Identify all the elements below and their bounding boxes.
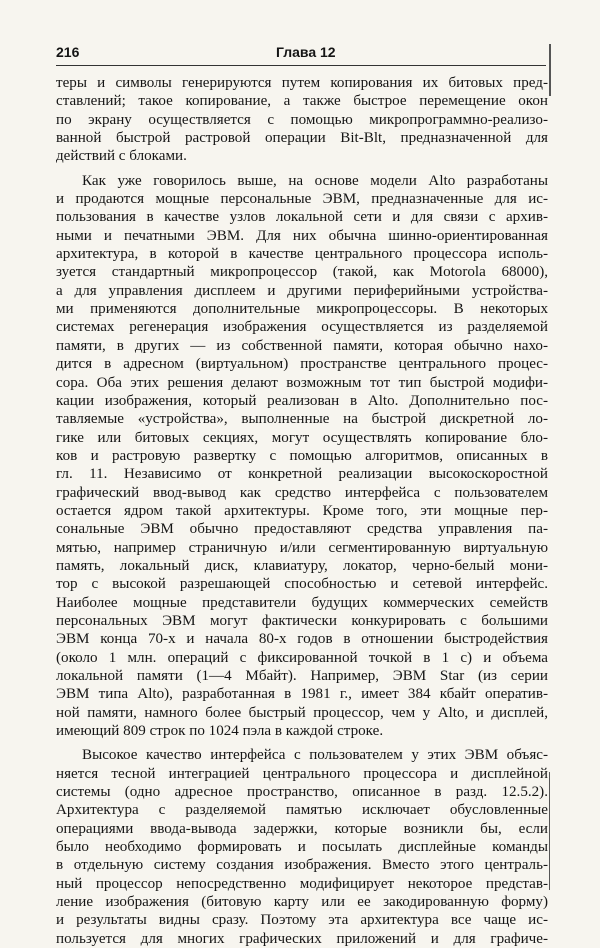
text-line: память, локальный диск, клавиатуру, локатор, черно-белый мони- bbox=[56, 557, 548, 574]
chapter-title: Глава 12 bbox=[276, 44, 336, 60]
text-line: имеющий 809 строк по 1024 пэла в каждой строке. bbox=[56, 723, 384, 740]
text-line: локальной памяти (1—4 Мбайт). Например, ЭВМ Star (из серии bbox=[56, 668, 548, 684]
text-line: гике или битовых секциях, могут осуществлять копирование бло- bbox=[56, 429, 548, 446]
text-line: Как уже говорилось выше, на основе модели Alto разработаны bbox=[82, 172, 548, 189]
text-line: системах регенерация изображения осуществляется из разделяемой bbox=[56, 319, 548, 336]
text-line: няется тесной интеграцией центрального процессора и дисплейной bbox=[56, 765, 548, 782]
text-line: ЭВМ конца 70-х и начала 80-х годов в отношении быстродействия bbox=[56, 631, 548, 648]
text-line: ванной быстрой растровой операции Bit-Blt, предназначенной для bbox=[56, 130, 548, 147]
text-line: в отдельную систему создания изображения. Вместо этого централь- bbox=[56, 857, 548, 874]
page-edge-mark-lower bbox=[549, 772, 550, 890]
text-line: Высокое качество интерфейса с пользователем у этих ЭВМ объяс- bbox=[82, 747, 548, 764]
text-line: ление изображения (битовую карту или ее закодированную форму) bbox=[56, 894, 548, 911]
text-line: (около 1 млн. операций с фиксированной точкой в 1 с) и объема bbox=[56, 649, 548, 666]
text-line: сональные ЭВМ обычно предоставляют средства управления па- bbox=[56, 521, 548, 538]
text-line: ми применяются дополнительные микропроцессоры. В некоторых bbox=[56, 301, 548, 318]
text-line: гл. 11. Независимо от конкретной реализации высокоскоростной bbox=[56, 466, 548, 483]
text-line: графический ввод-вывод как средство интерфейса с пользователем bbox=[56, 484, 548, 501]
text-line: ставлений; такое копирование, а также быстрое перемещение окон bbox=[56, 93, 548, 110]
text-line: памяти, в других — из собственной памяти, которая обычно нахо- bbox=[56, 337, 548, 354]
text-line: ЭВМ типа Alto), разработанная в 1981 г., имеет 384 кбайт оператив- bbox=[56, 686, 548, 703]
text-line: ными и печатными ЭВМ. Для них обычна шинно-ориентированная bbox=[56, 227, 548, 244]
text-line: зуется стандартный микропроцессор (такой, как Motorola 68000), bbox=[56, 264, 548, 281]
text-line: а для управления дисплеем и другими периферийными устройства- bbox=[56, 282, 548, 299]
text-line: Архитектура с разделяемой памятью исключает обусловленные bbox=[56, 802, 548, 819]
text-line: системы (одно адресное пространство, описанное в разд. 12.5.2). bbox=[56, 784, 548, 801]
paragraph bbox=[56, 172, 548, 741]
text-line: тор с высокой разрешающей способностью и сетевой интерфейс. bbox=[56, 576, 548, 593]
text-line: теры и символы генерируются путем копирования их битовых пред- bbox=[56, 75, 548, 91]
text-line: по экрану осуществляется с помощью микропрограммно-реализо- bbox=[56, 111, 548, 128]
text-line: мятью, например страничную и/или сегментированную виртуальную bbox=[56, 539, 548, 556]
text-line: Наиболее мощные представители будущих коммерческих семейств bbox=[56, 594, 548, 611]
body-text bbox=[56, 74, 548, 948]
text-line: ной памяти, намного более быстрый процессор, чем у Alto, и дисплей, bbox=[56, 704, 548, 721]
text-line: операциями ввода-вывода задержки, которые возникли бы, если bbox=[56, 820, 548, 837]
running-header bbox=[56, 44, 544, 66]
text-line: персональных ЭВМ могут фактически конкурировать с большими bbox=[56, 612, 548, 629]
page-edge-mark bbox=[549, 44, 551, 96]
text-line: тавляемые «устройства», выполненные на быстрой дискретной ло- bbox=[56, 411, 548, 428]
text-line: ков и растровую развертку с помощью алгоритмов, описанных в bbox=[56, 447, 548, 464]
text-line: и продаются мощные персональные ЭВМ, предназначенные для ис- bbox=[56, 191, 548, 208]
text-line: действий с блоками. bbox=[56, 148, 187, 165]
text-line: пользования в качестве узлов локальной сети и для связи с архив- bbox=[56, 209, 548, 226]
text-line: было необходимо формировать и посылать дисплейные команды bbox=[56, 839, 548, 856]
text-line: кации изображения, который реализован в Alto. Дополнительно пос- bbox=[56, 392, 548, 409]
header-rule bbox=[56, 65, 546, 66]
text-line: сора. Оба этих решения делают возможным тот тип быстрой модифи- bbox=[56, 374, 548, 391]
text-line: архитектура, в которой в качестве центрального процессора исполь- bbox=[56, 246, 548, 263]
text-line: и результаты видны сразу. Поэтому эта архитектура все чаще ис- bbox=[56, 912, 548, 929]
text-line: ный процессор непосредственно модифицирует некоторое представ- bbox=[56, 875, 548, 892]
text-line: дится в адресном (виртуальном) пространстве центрального процес- bbox=[56, 356, 548, 373]
text-line: остается ядром такой архитектуры. Кроме того, эти мощные пер- bbox=[56, 502, 548, 519]
page-number: 216 bbox=[56, 44, 80, 60]
paragraph bbox=[56, 74, 548, 166]
text-line: пользуется для многих графических приложений и для графиче- bbox=[56, 930, 548, 947]
